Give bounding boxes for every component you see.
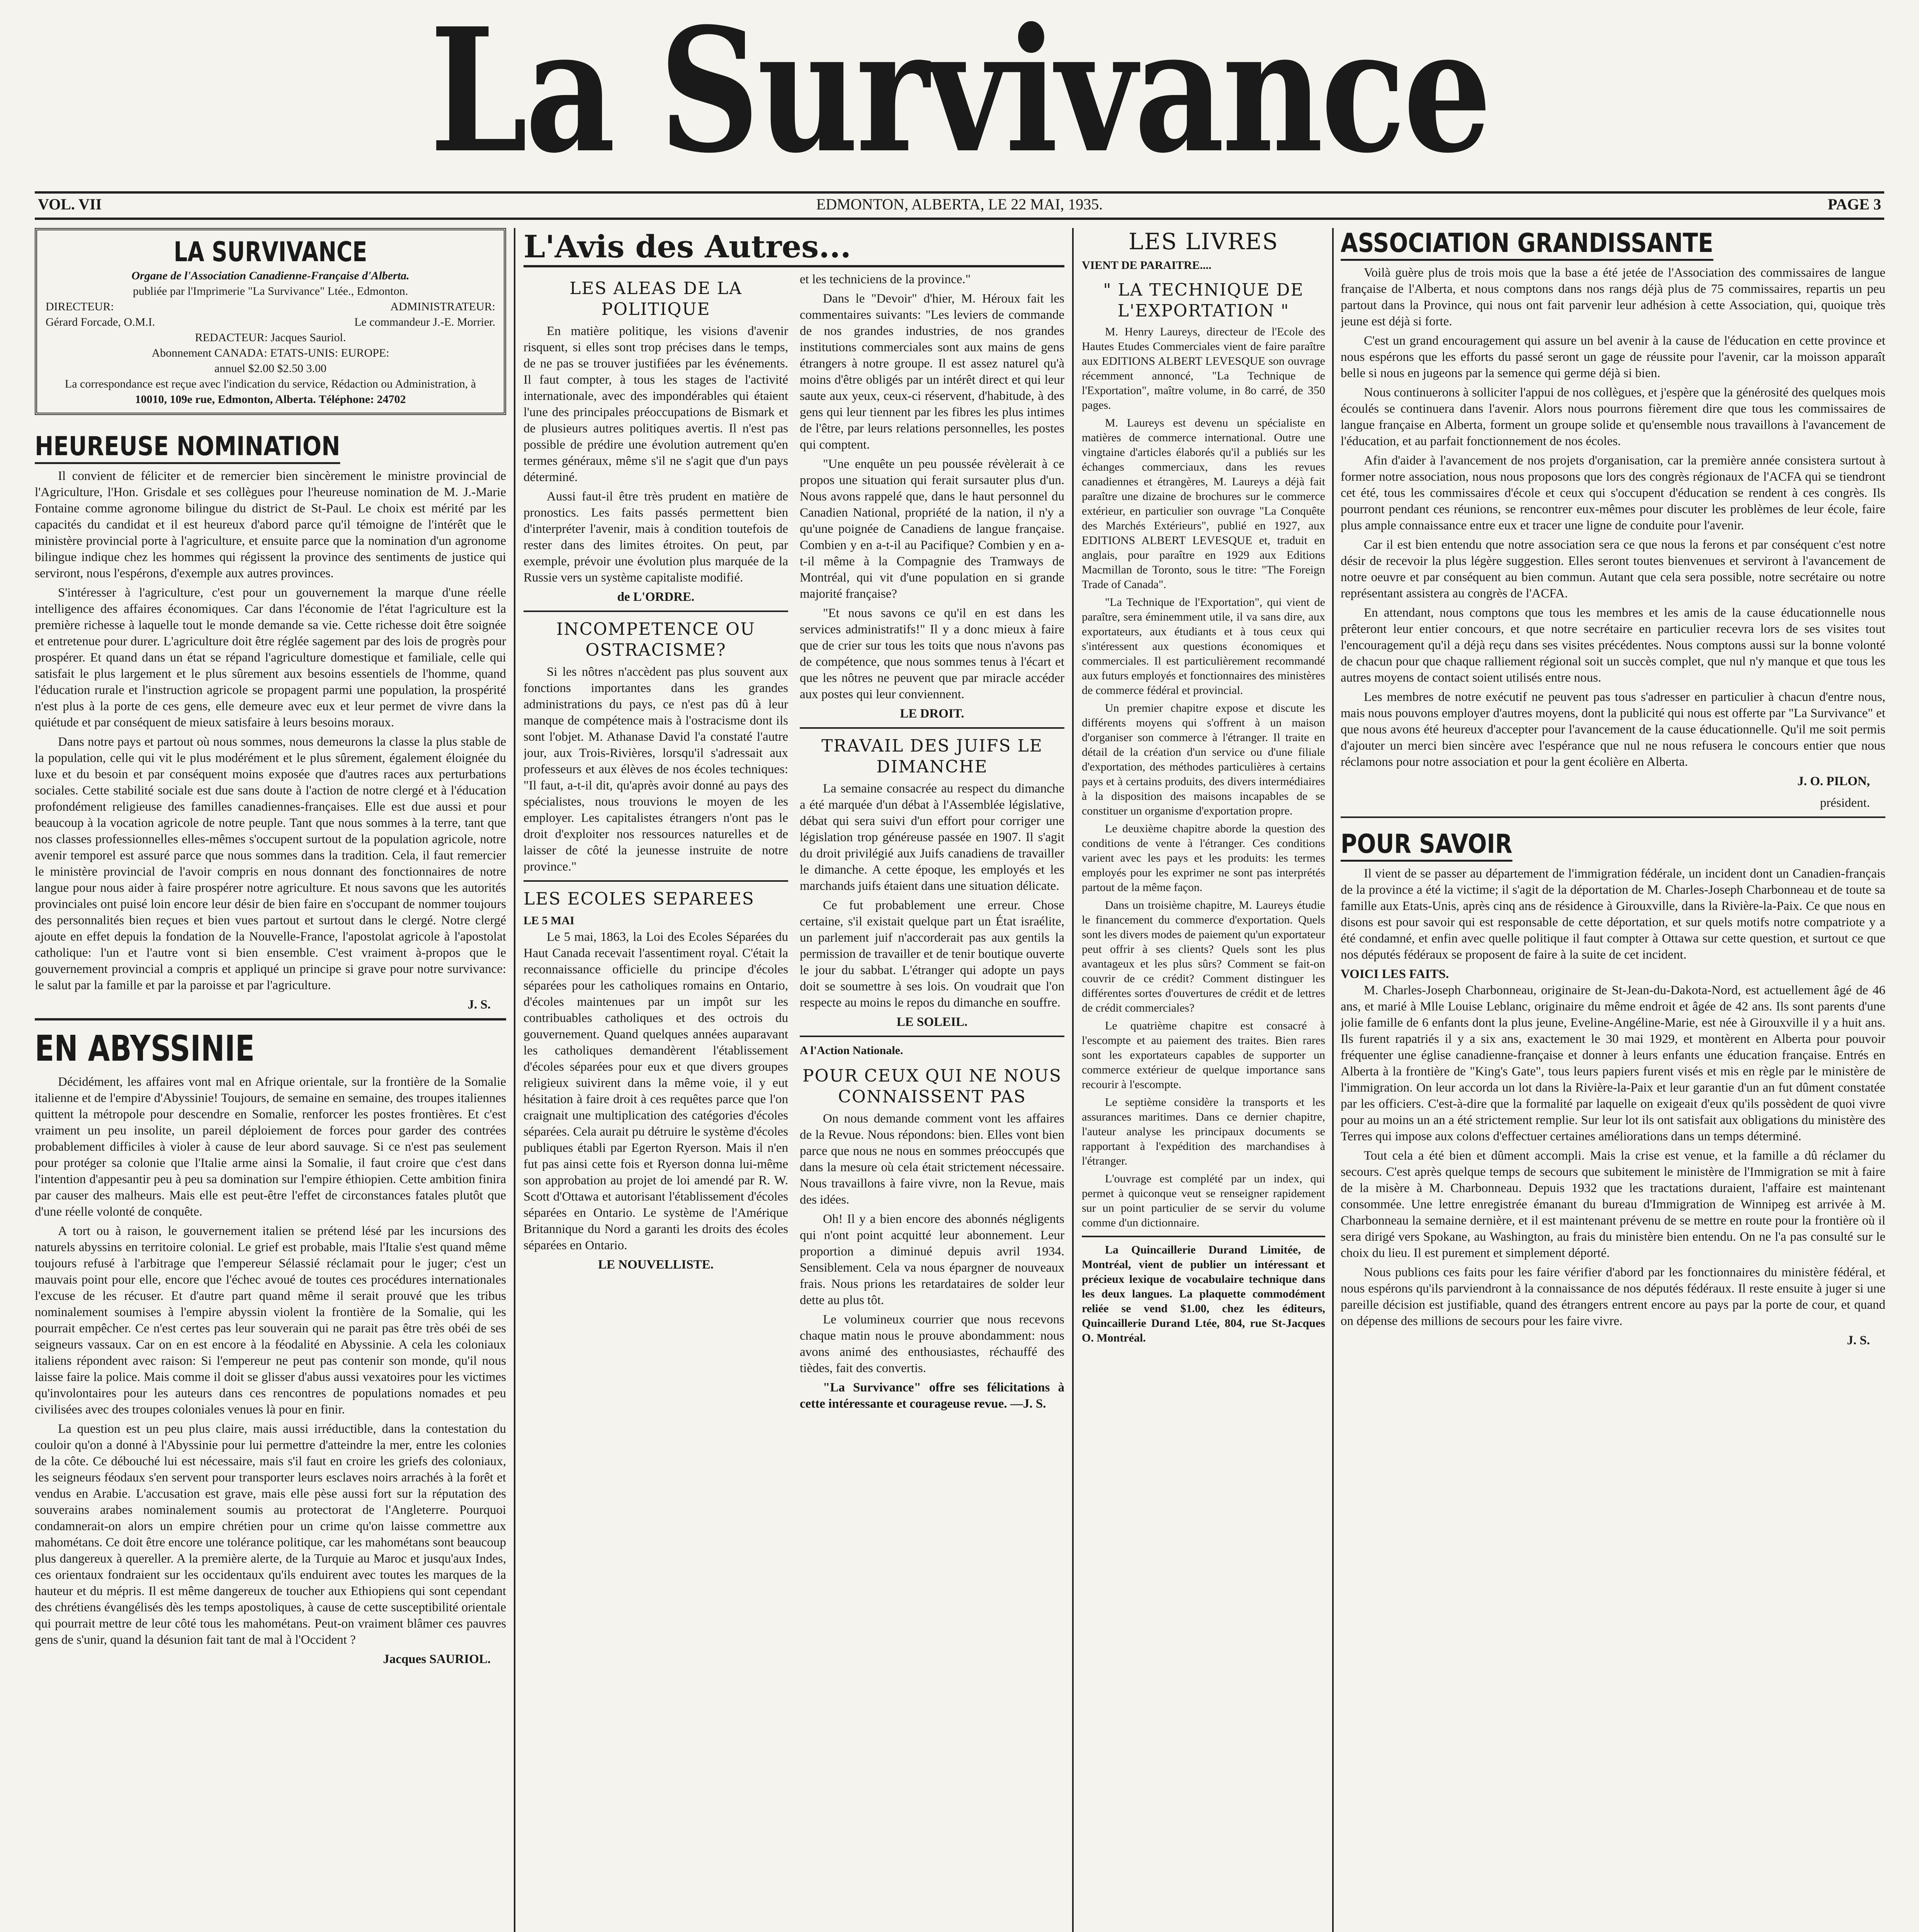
- article-title-juifs: TRAVAIL DES JUIFS LE DIMANCHE: [821, 736, 1043, 777]
- paragraph: Car il est bien entendu que notre association sera ce que nous la ferons et par conséquent c'est notre désir de recevoir la plus légère suggestion. Elles seront toutes bienvenues et serviront à l'avancement de notre oeuvre et par conséquent au bien commun. Autant que cela sera possible, notre secrétaire ou notre représentant assistera au congrès de l'ACFA.: [1341, 538, 1885, 600]
- subcolumn-a: [524, 271, 788, 1932]
- paragraph: Si les nôtres n'accèdent pas plus souvent aux fonctions importantes dans les grandes administrations du pays, ce n'est pas dû à leur manque de compétence mais à l'ostracisme dont ils sont l'objet. M. Athanase David l'a constaté l'autre jour, aux Trois-Rivières, lorsqu'il s'adressait aux professeurs et aux élèves de nos écoles techniques: "Il faut, a-t-il dit, qu'après avoir donné au pays des spécialistes, nous trouvions le moyen de les employer. Les capitalistes étrangers n'ont pas le droit d'exploiter nos ressources naturelles et de laisser de côté la jeunesse instruite de notre province.": [524, 665, 788, 874]
- column-rule: [514, 228, 515, 1932]
- paragraph: Oh! Il y a bien encore des abonnés négligents qui n'ont point acquitté leur abonnement. Leur proportion a diminué depuis avril 1934. Sensiblement. Cela va nous épargner de nouveaux frais. Nous prions les retardataires de solder leur dette au plus tôt.: [800, 1212, 1064, 1307]
- paragraph: Un premier chapitre expose et discute les différents moyens qui s'offrent à un maison d'organiser son commerce à l'étranger. Il traite en détail de la création d'un service ou d'une filiale d'exportation, des méthodes particulières à certains pays et à certains produits, des divers intermédiaires à la disposition des maisons incapables de se constituer un organisme d'exportation propre.: [1082, 702, 1325, 817]
- paragraph: Dans le "Devoir" d'hier, M. Héroux fait les commentaires suivants: "Les leviers de commande de nos grandes industries, de nos grandes institutions commerciales sont aux mains de gens étrangers à notre groupe. Il est assez naturel qu'à moins d'être obligés par un intérêt direct et qui leur saute aux yeux, ceux-ci réservent, d'habitude, à des gens qui leur tiennent par les fibres les plus intimes de l'être, par leurs relations personnelles, les postes qui comptent.: [800, 292, 1064, 452]
- paragraph: Décidément, les affaires vont mal en Afrique orientale, sur la frontière de la Somalie italienne et de l'empire d'Abyssinie! Toujours, de semaine en semaine, des troupes italiennes quittent la métropole pour descendre en Somalie, renforcer les postes frontières. Et c'est vraiment un peu insolite, un pareil déploiement de forces pour garder des contrées probablement difficiles à violer à cause de leur abord sauvage. Si ce n'est pas seulement pour protéger sa colonie que l'Italie arme ainsi la Somalie, il faut croire que c'est dans l'intention d'appesantir peu à peu sa domination sur l'empire éthiopien. Cette ambition finira par causer des malheurs. Mais elle est peut-être l'effet de circonstances fatales plutôt que d'une réelle volonté de conquête.: [35, 1075, 506, 1219]
- paragraph: C'est un grand encouragement qui assure un bel avenir à la cause de l'éducation en cette province et nous espérons que les efforts du passé seront un gage de réussite pour l'avenir, car la moisson apparaît belle si nous en jugeons par la semence qui germe déjà si bien.: [1341, 334, 1885, 380]
- source: de L'ORDRE.: [617, 590, 695, 604]
- column-2: [524, 228, 1064, 1932]
- info-box-title: LA SURVIVANCE: [173, 236, 367, 268]
- page-number: PAGE 3: [1827, 196, 1881, 213]
- article-title-ecoles: LES ECOLES SEPAREES: [524, 889, 755, 909]
- signature-role: président.: [1820, 796, 1870, 810]
- paragraph: Nous publions ces faits pour les faire vérifier d'abord par les fonctionnaires du ministère fédéral, et nous espérons qu'ils parviendront à la connaissance de nos députés fédéraux. Il reste ensuite à juger si une pareille décision est justifiable, quand des étrangers entrent encore au pays par la porte de cour, et quand on dépense des millions de secours pour les faire vivre.: [1341, 1265, 1885, 1328]
- column-3: [1082, 228, 1325, 1932]
- subscription-header: Abonnement CANADA: ETATS-UNIS: EUROPE:: [151, 347, 389, 359]
- paragraph: Dans notre pays et partout où nous sommes, nous demeurons la classe la plus stable de la population, celle qui vit le plus modérément et le plus sûrement, également éloignée du luxe et du besoin et par conséquent moins exposée que d'autres races aux perturbations sociales. Cette stabilité sociale est due sans doute à l'action de notre clergé et à l'éducation profondément religieuse des familles canadiennes-françaises. Elle est due aussi et pour beaucoup à la vocation agricole de notre peuple. Tant que nous sommes à la terre, tant que nos classes professionnelles elles-mêmes s'occupent surtout de la population agricole, notre avenir temporel est assuré parce que nous sommes dans la tradition. Cela, il faut remercier le ministère provincial de l'avoir compris en nous donnant des fonctionnaires de notre langue pour nous aider à faire prospérer notre agriculture. Et nous savons que les autorités provinciales ont puisé loin encore leur désir de bien faire en s'occupant de nommer toujours des personnalités bien reçues et bien vues partout et surtout dans le clergé. Notre clergé ajoute en effet depuis la fondation de la Nouvelle-France, l'apostolat agricole à l'apostolat catholique: l'un et l'autre vont si bien ensemble. C'est vraiment à-propos que le gouvernement provincial a compris et appliqué un principe si grave pour notre survivance: le salut par la famille et par la paroisse et par l'agriculture.: [35, 735, 506, 992]
- correspondence-note: La correspondance est reçue avec l'indication du service, Rédaction ou Administration, à: [65, 378, 476, 390]
- article-title-heureuse: HEUREUSE NOMINATION: [35, 431, 340, 464]
- paragraph: Le quatrième chapitre est consacré à l'escompte et au paiement des traites. Bien rares sont les exportateurs capables de supporter un commerce extérieur de quelque importance sans recourir à l'escompte.: [1082, 1019, 1325, 1091]
- durand-ad: La Quincaillerie Durand Limitée, de Montréal, vient de publier un intéressant et précieux lexique de vocabulaire technique dans les deux langues. La plaquette commodément reliée se vend $1.00, chez les éditeurs, Quincaillerie Durand Ltée, 804, rue St-Jacques O. Montréal.: [1082, 1243, 1325, 1344]
- info-organ: Organe de l'Association Canadienne-Française d'Alberta.: [131, 269, 410, 282]
- paragraph: Ce fut probablement une erreur. Chose certaine, s'il existait quelque part un État israélite, un parlement juif n'accorderait pas aux gentils la permission de travailler et de tenir boutique ouverte le jour du sabbat. L'étranger qui adopte un pays doit se soumettre à ses lois. On voudrait que l'on respecte au moins le repos du dimanche en souffre.: [800, 898, 1064, 1010]
- column-4: [1341, 228, 1885, 1932]
- signature: J. O. PILON,: [1797, 774, 1870, 788]
- paragraph: Les membres de notre exécutif ne peuvent pas tous s'adresser en particulier à chacun d'entre nous, mais nous pouvons employer d'autres moyens, dont la publicité qui nous est offerte par "La Survivance" et que nous avons été heureux d'accepter pour l'avancement de la cause éducationnelle. Qu'il me soit permis d'ajouter un merci bien sincère avec l'espérance que nul ne nous refusera le concours entier que nous réclamons pour notre association et pour la gent écolière en Alberta.: [1341, 690, 1885, 769]
- masthead: [0, 0, 1919, 190]
- paragraph: La semaine consacrée au respect du dimanche a été marquée d'un débat à l'Assemblée législative, débat qui sera suivi d'un effort pour corriger une législation trop généreuse passée en 1907. Il s'agit du droit privilégié aux Juifs canadiens de travailler le dimanche. A cette époque, les employés et les marchands juifs étaient dans une situation délicate.: [800, 782, 1064, 893]
- paragraph: En attendant, nous comptons que tous les membres et les amis de la cause éducationnelle nous prêteront leur entier concours, et que notre secrétaire en particulier recevra lors de ses visites tout l'encouragement qu'il a déjà reçu dans ses visites précédentes. Nous comptons aussi sur la bonne volonté de chacun pour que chaque ralliement régional soit un succès complet, que nul n'y manque et que tous les autres moyens de contact soient utilisés entre nous.: [1341, 606, 1885, 685]
- source: LE DROIT.: [900, 707, 964, 721]
- volume-label: VOL. VII: [38, 196, 102, 213]
- section-title-livres: LES LIVRES: [1128, 228, 1279, 255]
- paragraph: En matière politique, les visions d'avenir risquent, si elles sont trop précises dans le temps, de ne pas se trouver justifiées par les événements. Il faut compter, à tous les stages de l'activité internationale, avec des impondérables qui étaient l'une des principales préoccupations de Bismark et de plusieurs autres politiques avertis. Il n'est pas possible de prédire une évolution autrement qu'en termes généraux, même s'il ne s'agit que d'un pays déterminé.: [524, 324, 788, 484]
- source: LE SOLEIL.: [896, 1015, 968, 1029]
- congratulations-note: "La Survivance" offre ses félicitations à cette intéressante et courageuse revue. —J. S.: [800, 1381, 1064, 1411]
- column-rule: [1072, 228, 1074, 1932]
- paragraph: La question est un peu plus claire, mais aussi irréductible, dans la contestation du couloir qu'on a donné à l'Abyssinie pour lui permettre d'atteindre la mer, entre les colonies de la côte. Ce débouché lui est nécessaire, mais s'il faut en croire les griefs des coloniaux, les seigneurs féodaux s'en servent pour transporter leurs esclaves noirs arrachés à la forêt et vendus en Arabie. L'accusation est grave, mais elle pèse aussi fort sur la réputation des souverains arabes nominalement soumis au protectorat de l'Angleterre. Pourquoi condamnerait-on alors un empire chrétien pour un crime qu'on laisse commettre aux mahométans. Ce doit être encore une tolérance politique, car les mahométans sont beaucoup plus dangereux à quereller. A la première alerte, de la Turquie au Maroc et jusqu'aux Indes, ces orientaux fondraient sur les occidentaux qu'ils enduirent avec toutes les marques de la hauteur et du mépris. Il est même dangereux de toucher aux Ethiopiens qui sont cependant des chrétiens évangélisés dès les temps apostoliques, à cause de cette susceptibilité orientale qui pourrait mettre de leur côté tous les mahométans. Peut-on vraiment blâmer ces pauvres gens de s'unir, quand la désunion fait tant de mal à l'Occident ?: [35, 1422, 506, 1647]
- paragraph: Dans un troisième chapitre, M. Laureys étudie le financement du commerce d'exportation. Quels sont les divers modes de paiement qu'un exportateur peut offrir à ses clients? Quels sont les plus avantageux et les plus sûrs? Comment se fait-on couvrir de ce crédit? Comment distinguer les différentes sortes d'ouvertures de crédit et de lettres de crédit commerciales?: [1082, 899, 1325, 1014]
- source: LE NOUVELLISTE.: [598, 1258, 714, 1272]
- paragraph: On nous demande comment vont les affaires de la Revue. Nous répondons: bien. Elles vont bien parce que nous ne nous en sommes préoccupés que dans la mesure où cela était strictement nécessaire. Nous travaillons à faire vivre, non la Revue, mais des idées.: [800, 1112, 1064, 1207]
- paragraph: Nous continuerons à solliciter l'appui de nos collègues, et j'espère que la générosité des quelques mois écoulés se continuera dans l'avenir. Alors nous pourrons fièrement dire que tous les commissaires de langue française en Alberta, forment un groupe solide et qu'ensemble nous travaillons à l'avancement de l'éducation, et au parfait fonctionnement de nos écoles.: [1341, 386, 1885, 448]
- paragraph: "La Technique de l'Exportation", qui vient de paraître, sera éminemment utile, il va sans dire, aux exportateurs, aux étudiants et à tous ceux qui s'intéressent aux questions économiques et commerciales. Il est particulièrement recommandé aux futurs employés et fonctionnaires des ministères de commerce fédéral et provincial.: [1082, 596, 1325, 697]
- paragraph: Il convient de féliciter et de remercier bien sincèrement le ministre provincial de l'Agriculture, l'Hon. Grisdale et ses collègues pour l'heureuse nomination de M. J.-Marie Fontaine comme agronome bilingue du district de St-Paul. Le choix est mérité par les capacités du candidat et il est heureux d'abord parce qu'il témoigne de l'intérêt que le ministère provincial porte à l'agriculture, et ensuite parce que la nomination d'un agronome bilingue indique chez les hommes qui régissent la province des sentiments de justice qui serviront, nous l'espérons, d'exemple aux autres provinces.: [35, 469, 506, 580]
- paragraph: M. Henry Laureys, directeur de l'Ecole des Hautes Etudes Commerciales vient de faire paraître aux EDITIONS ALBERT LEVESQUE son ouvrage récemment annoncé, "La Technique de l'Exportation", maître volume, in 8o carré, de 350 pages.: [1082, 325, 1325, 412]
- signature: Jacques SAURIOL.: [383, 1652, 491, 1666]
- article-title-incompetence: INCOMPETENCE OU OSTRACISME?: [556, 619, 756, 660]
- place-date: EDMONTON, ALBERTA, LE 22 MAI, 1935.: [816, 196, 1103, 213]
- paragraph: Tout cela a été bien et dûment accompli. Mais la crise est venue, et la famille a dû réclamer du secours. C'est après quelque temps de secours que subitement le ministère de l'Immigration se mit à faire de la misère à M. Charbonneau. Depuis 1932 que les tractations duraient, l'affaire est maintenant consommée. Une lettre enregistrée émanant du bureau d'Immigration de Winnipeg est arrivée à M. Charbonneau la semaine dernière, et il est maintenant prévenu de se mettre en route pour la frontière où il sera dirigé vers Spokane, au Washington, au frais du ministère bien entendu. On ne l'a pas consulté sur le choix du lieu. Il est purement et simplement déporté.: [1341, 1149, 1885, 1260]
- info-publisher: publiée par l'Imprimerie "La Survivance" Ltée., Edmonton.: [133, 285, 408, 298]
- article-title-aleas: LES ALEAS DE LA POLITIQUE: [569, 279, 742, 319]
- article-title-pour-savoir: POUR SAVOIR: [1341, 829, 1512, 862]
- section-title-avis: L'Avis des Autres...: [524, 228, 1064, 267]
- subcolumn-b: [800, 271, 1064, 1932]
- paragraph: Le septième considère la transports et les assurances maritimes. Dans ce dernier chapitre, l'auteur analyse les principaux documents se rapportant à l'expédition des marchandises à l'étranger.: [1082, 1096, 1325, 1167]
- paragraph: Aussi faut-il être très prudent en matière de pronostics. Les faits passés permettent bien d'interpréter l'avenir, mais à condition toutefois de rester dans des limites étroites. On peut, par exemple, prévoir une évolution plus marquée de la Russie vers un système capitaliste modifié.: [524, 490, 788, 585]
- admin-name: Le commandeur J.-E. Morrier.: [354, 316, 495, 328]
- paragraph: "Et nous savons ce qu'il en est dans les services administratifs!" Il y a donc mieux à faire que de crier sur tous les toits que nous n'avons pas de compétence, que nous sommes tenus à l'écart et que les nôtres ne peuvent que par miracle accéder aux postes qui leur conviennent.: [800, 606, 1064, 701]
- paragraph: Le volumineux courrier que nous recevons chaque matin nous le prouve abondamment: nous avons animé des enthousiastes, réchauffé des tièdes, fait des convertis.: [800, 1313, 1064, 1375]
- column-rule: [1332, 228, 1334, 1932]
- paragraph: M. Charles-Joseph Charbonneau, originaire de St-Jean-du-Dakota-Nord, est actuellement âgé de 46 ans, et marié à Mlle Louise Leblanc, originaire du même endroit et âgée de 42 ans. Ils sont parents d'une jolie famille de 6 enfants dont la plus jeune, Eveline-Angéline-Marie, est née à Girouxville il y a huit ans. Ils furent rapatriés il y a six ans, exactement le 30 mai 1929, et montèrent en Alberta pour pouvoir fréquenter une église canadienne-française et donner à leurs enfants une éducation française. Entrés en Alberta à la frontière de "King's Gate", tous leurs papiers furent visés et mis en règle par le ministère de l'immigration. On leur accorda un lot dans la Rivière-la-Paix et leur garantie d'un an fut dûment constatée par les officiers. C'est-à-dire que la formalité par laquelle on exigeait d'eux qu'ils possèdent de quoi vivre pour au moins un an a été strictement remplie. Sur leur lot ils ont satisfait aux obligations du ministère des Terres qui impose aux colons d'effectuer certaines améliorations dans un temps déterminé.: [1341, 983, 1885, 1143]
- address-line: 10010, 109e rue, Edmonton, Alberta. Téléphone: 24702: [135, 393, 406, 406]
- paragraph: S'intéresser à l'agriculture, c'est pour un gouvernement la marque d'une réelle intelligence des affaires économiques. Car dans l'économie de l'état l'agriculture est la première richesse à laquelle tout le monde demande sa vie. Cette richesse doit être soignée et entretenue pour durer. L'agriculture doit être réglée sagement par des lois de progrès pour prospérer. Et quand dans un état se répand l'agriculture domestique et familiale, celle qui satisfait le plus largement et le plus sûrement aux besoins essentiels de l'homme, quand l'éducation rurale et l'instruction agricole se propagent parmi une population, la prospérité n'est plus à la porte de ces gens, elle demeure avec eux et leur permet de vivre dans la quiétude et par conséquent de mieux satisfaire à leurs besoins moraux.: [35, 586, 506, 730]
- director-name: Gérard Forcade, O.M.I.: [46, 316, 155, 328]
- subscription-values: annuel $2.00 $2.50 3.00: [214, 362, 326, 375]
- paragraph: Le 5 mai, 1863, la Loi des Ecoles Séparées du Haut Canada recevait l'assentiment royal. C'était la reconnaissance officielle du principe d'écoles séparées pour les catholiques romains en Ontario, d'écoles maintenues par un impôt sur les contribuables catholiques et des octrois du gouvernement. Quand quelques années auparavant les catholiques demandèrent l'établissement d'écoles séparées pour eux et que divers groupes religieux suivirent dans la même voie, il y eut hésitation à faire droit à ces requêtes parce que l'on craignait une multiplication des catégories d'écoles séparées. Cela aurait pu détruire le système d'écoles publiques établi par Egerton Ryerson. Mais il n'en fut pas ainsi cette fois et Ryerson donna lui-même son approbation au projet de loi amendé par R. W. Scott d'Ottawa et autorisant l'établissement d'écoles séparées en Ontario. Le système de l'Amérique Britannique du Nord a garanti les droits des écoles séparées en Ontario.: [524, 930, 788, 1252]
- paragraph: Voilà guère plus de trois mois que la base a été jetée de l'Association des commissaires de langue française de l'Alberta, et nous comptons dans nos rangs déjà plus de 75 commissaires, repartis un peu partout dans la Province, qui nous ont fait parvenir leur adhésion à cette Association, qui, quoique très jeune est déjà si forte.: [1341, 266, 1885, 328]
- admin-label: ADMINISTRATEUR:: [390, 300, 495, 313]
- paragraph: Afin d'aider à l'avancement de nos projets d'organisation, car la première année consistera surtout à former notre association, nous nous proposons que lors des congrès régionaux de l'ACFA qui se tiendront cet été, tous les commissaires d'école et ceux qui s'occupent d'éducation se rendent à ces congrès. Ils pourront pendant ces réunions, se rencontrer eux-mêmes pour discuter les problèmes de leur école, faire plus ample connaissance entre eux et tracer une ligne de conduite pour l'avenir.: [1341, 454, 1885, 532]
- book-title: " LA TECHNIQUE DE L'EXPORTATION ": [1103, 280, 1304, 321]
- livres-tag: VIENT DE PARAITRE....: [1082, 259, 1212, 272]
- paragraph: et les techniciens de la province.": [800, 272, 971, 286]
- faits-heading: VOICI LES FAITS.: [1341, 967, 1449, 981]
- signature: J. S.: [467, 998, 491, 1012]
- info-box: [35, 228, 506, 415]
- article-title-connaissent: POUR CEUX QUI NE NOUS CONNAISSENT PAS: [802, 1066, 1062, 1107]
- editor-line: REDACTEUR: Jacques Sauriol.: [195, 331, 346, 344]
- column-1: [35, 228, 506, 1932]
- paragraph: M. Laureys est devenu un spécialiste en matières de commerce international. Outre une vingtaine d'articles élaborés qu'il a publiés sur les échanges commerciaux, dans les revues canadiennes et étrangères, M. Laureys a déjà fait paraître une dizaine de brochures sur le commerce extérieur, en particulier son ouvrage "La Conquête des Marchés Extérieurs", publié en 1927, aux EDITIONS ALBERT LEVESQUE et, traduit en anglais, pour paraître en 1929 aux Editions Macmillan de Toronto, sous le titre: "The Foreign Trade of Canada".: [1082, 417, 1325, 591]
- dateline-bar: [35, 191, 1884, 220]
- newspaper-title: La Survivance: [430, 0, 1489, 190]
- paragraph: "Une enquête un peu poussée révèlerait à ce propos une situation qui ferait sursauter plus d'un. Nous avons rappelé que, dans le haut personnel du Canadien National, propriété de la nation, il n'y a qu'une poignée de Canadiens de langue française. Combien y en a-t-il au Pacifique? Combien y en a-t-il même à la Compagnie des Tramways de Montréal, qui vit d'une population en si grande majorité française?: [800, 457, 1064, 601]
- signature: J. S.: [1847, 1333, 1870, 1347]
- article-title-abyssinie: EN ABYSSINIE: [35, 1028, 255, 1069]
- paragraph: A tort ou à raison, le gouvernement italien se prétend lésé par les incursions des naturels abyssins en territoire colonial. Le grief est probable, mais l'Italie s'est quand même toujours refusé à l'arbitrage que l'empereur Sélassié réclamait pour le juger; c'est un mauvais point pour elle, encore que l'échec avoué de toutes ces procédures internationales l'excuse de les récuser. Et d'autre part quand même il serait prouvé que les tribus nominalement soumises à l'empire abyssin violent la frontière de la Somalie, qui les pourrait empêcher. Ce n'est certes pas leur souverain qui ne parait pas être très obéi de ses seigneurs vassaux. Car on en est encore à la féodalité en Abyssinie. A cela les coloniaux italiens répondent avec raison: Si l'empereur ne peut pas contenir son monde, qu'il nous laisse faire la police. Mais comme il doit se glisser d'abus aussi vexatoires pour les victimes qu'involontaires pour les auteurs dans ces rencontres de populations nomades et peu civilisées avec des troupes coloniales venues là pour en finir.: [35, 1224, 506, 1417]
- director-label: DIRECTEUR:: [46, 300, 114, 313]
- ecoles-date: LE 5 MAI: [524, 914, 575, 927]
- connaissent-intro: A l'Action Nationale.: [800, 1044, 903, 1057]
- paragraph: Il vient de se passer au département de l'immigration fédérale, un incident dont un Canadien-français de la province a été la victime; il s'agit de la déportation de M. Charles-Joseph Charbonneau et de toute sa famille aux Etats-Unis, après cinq ans de résidence à Girouxville, dans la Rivière-la-Paix. Ce que nous en disons est pour savoir qui est responsable de cette déportation, et sur quels motifs notre compatriote y a été condamné, et enfin avec quelle politique il faut compter à Ottawa sur cette question, et surtout ce que nos députés fédéraux se proposent de faire à la suite de cet incident.: [1341, 867, 1885, 962]
- article-title-association: ASSOCIATION GRANDISSANTE: [1341, 228, 1713, 261]
- paragraph: L'ouvrage est complété par un index, qui permet à quiconque veut se renseigner rapidement sur un point particulier de se servir du volume comme d'un dictionnaire.: [1082, 1172, 1325, 1229]
- paragraph: Le deuxième chapitre aborde la question des conditions de vente à l'étranger. Ces conditions varient avec les pays et les produits: les termes employés pour les exprimer ne sont pas interprétés partout de la même façon.: [1082, 822, 1325, 894]
